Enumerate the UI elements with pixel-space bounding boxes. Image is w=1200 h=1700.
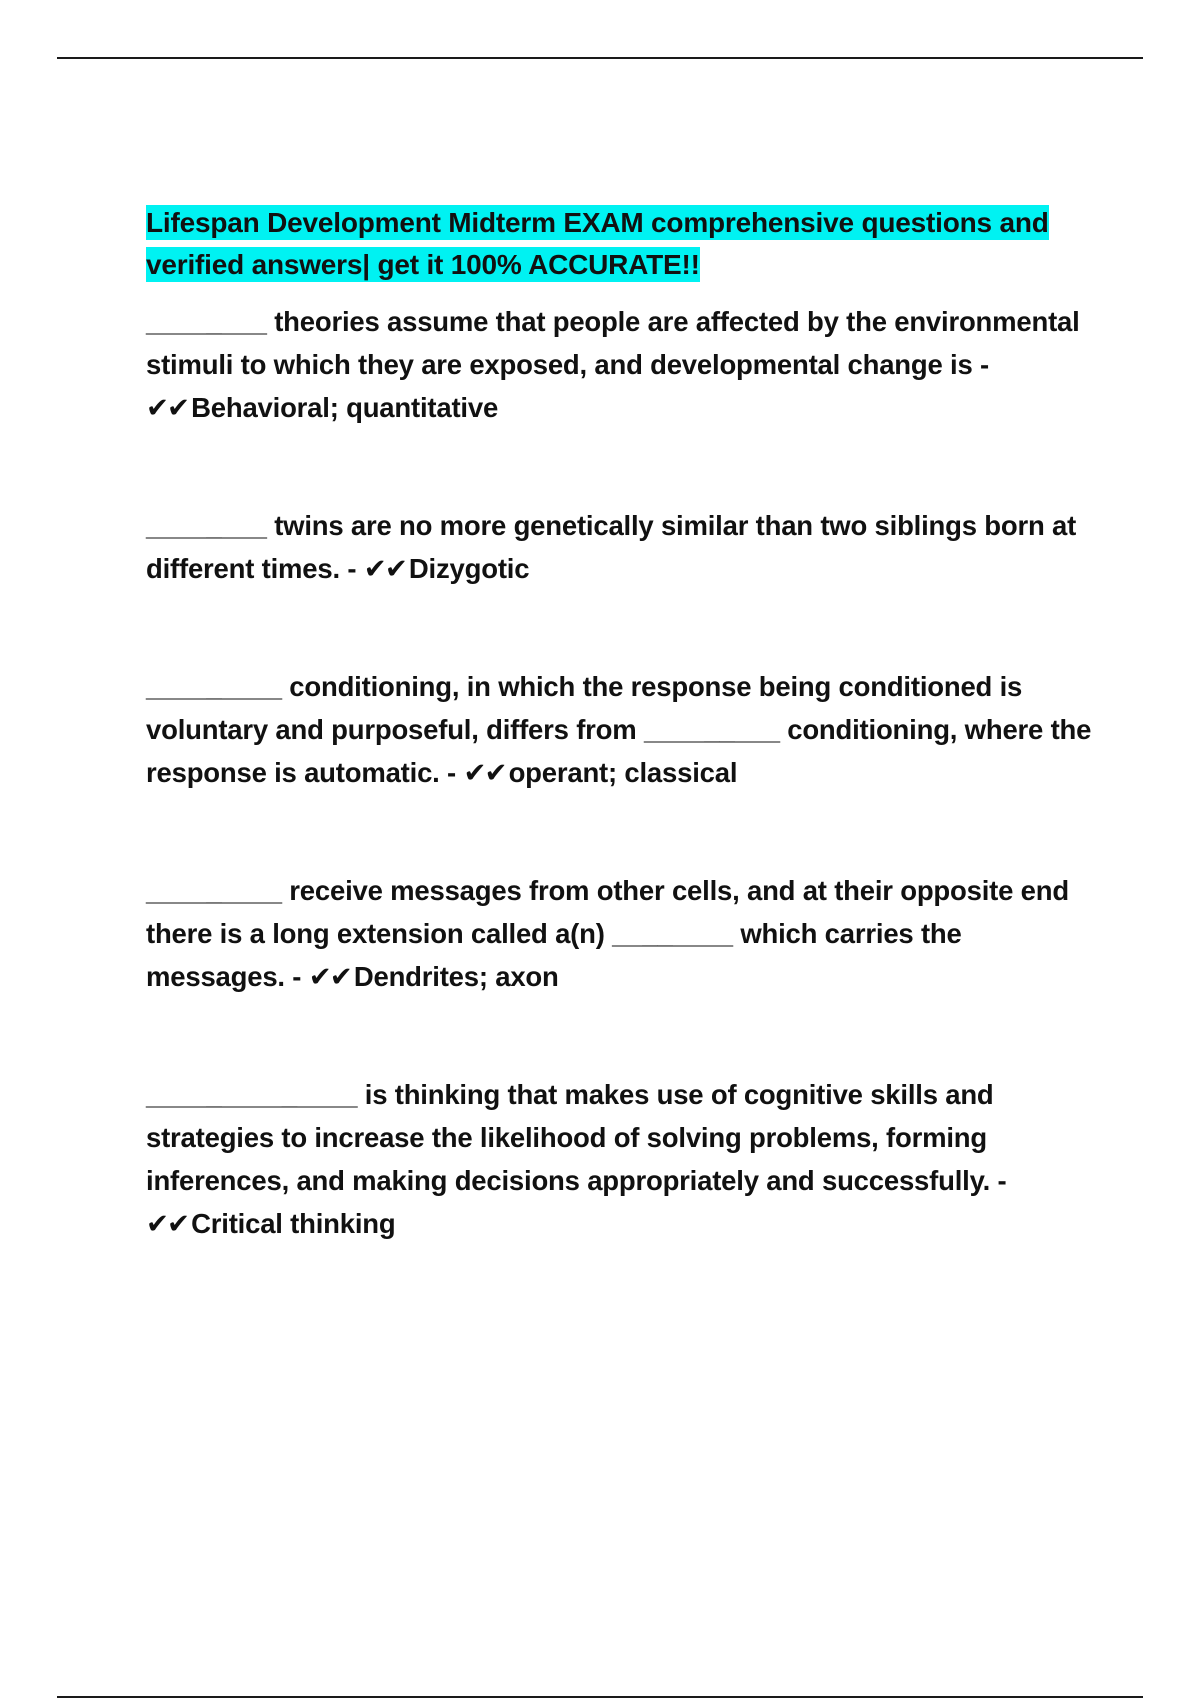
answer-text: operant; classical [508,757,738,788]
double-check-icon: ✔✔ [146,1208,189,1239]
double-check-icon: ✔✔ [363,553,406,584]
qa-item-3 [146,665,1106,794]
qa-item-2 [146,504,1106,590]
document-body [146,202,1106,1245]
qa-item-4 [146,869,1106,998]
footer-rule [57,1696,1143,1698]
title-highlight: Lifespan Development Midterm EXAM comprehensive questions and verified answers| get it 100% ACCURATE!! [146,207,1049,280]
question-text: ________ theories assume that people are affected by the environmental stimuli to which they are exposed, and developmental change is - [146,306,1080,380]
question-text: _________ conditioning, in which the response being conditioned is voluntary and purposeful, differs from _________ conditioning, where the response is automatic. - [146,671,1092,788]
answer-text: Dizygotic [408,553,530,584]
qa-item-1 [146,300,1106,429]
document-title [146,202,1106,286]
double-check-icon: ✔✔ [146,392,189,423]
header-rule [57,57,1143,59]
qa-item-5 [146,1073,1106,1245]
answer-text: Critical thinking [191,1208,396,1239]
answer-text: Dendrites; axon [353,961,559,992]
question-text: ________ twins are no more genetically similar than two siblings born at different times. - [146,510,1077,584]
question-text: _________ receive messages from other cells, and at their opposite end there is a long extension called a(n) ________ which carries the messages. - [146,875,1069,992]
answer-text: Behavioral; quantitative [191,392,499,423]
question-text: ______________ is thinking that makes use of cognitive skills and strategies to increase the likelihood of solving problems, forming inferences, and making decisions appropriately and successfully. - [146,1079,1007,1196]
double-check-icon: ✔✔ [308,961,351,992]
double-check-icon: ✔✔ [463,757,506,788]
